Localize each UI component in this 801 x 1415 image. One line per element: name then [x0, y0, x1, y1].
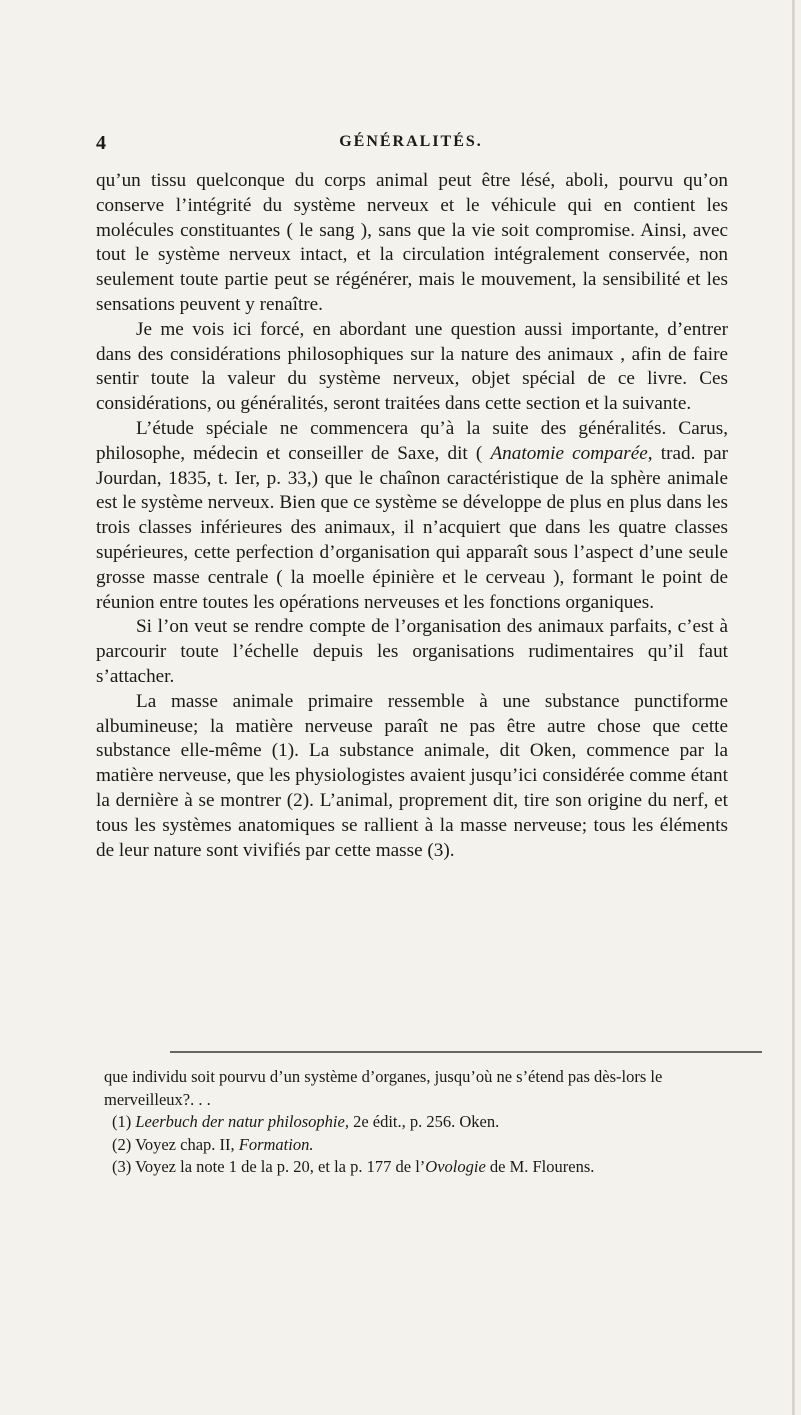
footnote-2: (2) Voyez chap. II, Formation. — [112, 1134, 314, 1154]
paragraph: Si l’on veut se rendre compte de l’organisation des animaux parfaits, c’est à parcourir toute l’échelle depuis les organisations rudimentaires qu’il faut s’attacher. — [96, 616, 728, 687]
page-header — [96, 132, 726, 162]
footnote-3: (3) Voyez la note 1 de la p. 20, et la p. 177 de l’Ovologie de M. Flourens. — [112, 1157, 595, 1176]
running-head: GÉNÉRALITÉS. — [339, 133, 483, 150]
paragraph-text: , trad. par Jourdan, 1835, t. Ier, p. 33,) que le chaînon caractéristique de la sphère animale est le système nerveux. Bien que ce système se développe de plus en plus dans les trois classes inférieures des animaux, il n’acquiert que dans les quatre classes supérieures, cette perfection d’organisation qui apparaît sous l’aspect d’une seule grosse masse centrale ( la moelle épinière et le cerveau ), formant le point de réunion entre toutes les opérations nerveuses et les fonctions organiques. — [96, 442, 729, 613]
paragraph: La masse animale primaire ressemble à une substance punctiforme albumineuse; la matière nerveuse paraît ne pas être autre chose que cette substance elle-même (1). La substance animale, dit Oken, commence par la matière nerveuse, que les physiologistes avaient jusqu’ici considérée comme étant la dernière à se montrer (2). L’animal, proprement dit, tire son origine du nerf, et tous les systèmes anatomiques se rallient à la masse nerveuse; tous les éléments de leur nature sont vivifiés par cette masse (3). — [96, 690, 728, 861]
footnote-title: Formation. — [238, 1134, 314, 1154]
book-title: Anatomie comparée — [490, 442, 648, 464]
paragraph: Je me vois ici forcé, en abordant une question aussi importante, d’entrer dans des considérations philosophiques sur la nature des animaux , afin de faire sentir toute la valeur du système nerveux, objet spécial de ce livre. Ces considérations, ou généralités, seront traitées dans cette section et la suivante. — [96, 318, 728, 415]
footnote-rule — [170, 1051, 762, 1053]
footnote-title: Leerbuch der natur philosophie, — [135, 1112, 349, 1131]
paragraph — [96, 417, 728, 615]
footnote-1: (1) Leerbuch der natur philosophie, 2e édit., p. 256. Oken. — [112, 1112, 500, 1131]
body-text — [96, 169, 728, 863]
page-number: 4 — [96, 132, 106, 154]
page-edge — [792, 0, 795, 1415]
footnote-title: Ovologie — [425, 1157, 486, 1176]
paragraph-text: L’étude spéciale ne commencera qu’à la suite des généralités. Carus, philosophe, médecin et conseiller de Saxe, dit ( — [96, 417, 728, 464]
footnote-continuation: que individu soit pourvu d’un système d’organes, jusqu’où ne s’étend pas dès-lors le merveilleux?. . . — [104, 1067, 663, 1109]
footnotes — [104, 1066, 744, 1179]
paragraph: qu’un tissu quelconque du corps animal peut être lésé, aboli, pourvu qu’on conserve l’intégrité du système nerveux et le véhicule qui en contient les molécules constituantes ( le sang ), sans que la vie soit compromise. Ainsi, avec tout le système nerveux intact, et la circulation intégralement conservée, non seulement toute partie peut se régénérer, mais le mouvement, la sensibilité et les sensations peuvent y renaître. — [96, 170, 728, 315]
